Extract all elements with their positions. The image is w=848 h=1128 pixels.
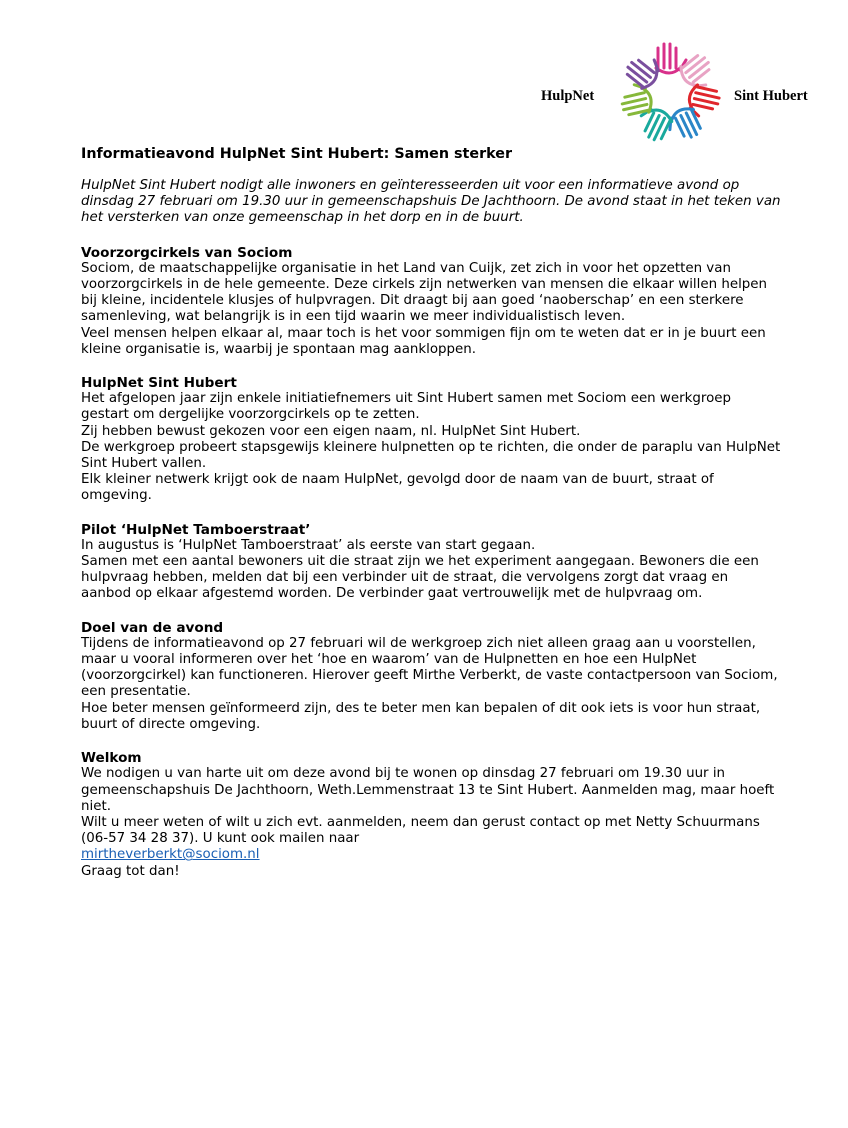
section-doel: [81, 620, 781, 733]
document-title: Informatieavond HulpNet Sint Hubert: Samen sterker: [81, 146, 512, 162]
section-heading: HulpNet Sint Hubert: [81, 375, 237, 392]
section-heading: Voorzorgcirkels van Sociom: [81, 244, 293, 261]
section-paragraph: Elk kleiner netwerk krijgt ook de naam HulpNet, gevolgd door de naam van de buurt, straat of omgeving.: [81, 472, 714, 504]
section-paragraph: Tijdens de informatieavond op 27 februari wil de werkgroep zich niet alleen graag aan u voorstellen, maar u vooral informeren over het ‘hoe en waarom’ van de Hulpnetten en hoe een HulpNet (voorzorgcirkel) kan functioneren. Hierover geeft Mirthe Verberkt, de vaste contactpersoon van Sociom, een presentatie.: [81, 635, 778, 700]
section-paragraph: Sociom, de maatschappelijke organisatie in het Land van Cuijk, zet zich in voor het opzetten van voorzorgcirkels in de hele gemeente. Deze cirkels zijn netwerken van mensen die elkaar willen helpen bij kleine, incidentele klusjes of hulpvragen. Dit draagt bij aan goed ‘naoberschap’ en een sterkere samenleving, wat belangrijk is in een tijd waarin we meer individualistisch leven.: [81, 260, 768, 325]
logo-text-right: Sint Hubert: [734, 88, 808, 104]
section-paragraph: Zij hebben bewust gekozen voor een eigen naam, nl. HulpNet Sint Hubert.: [81, 423, 581, 439]
section-paragraph: Hoe beter mensen geïnformeerd zijn, des te beter men kan bepalen of dit ook iets is voor hun straat, buurt of directe omgeving.: [81, 700, 761, 732]
section-paragraph: In augustus is ‘HulpNet Tamboerstraat’ als eerste van start gegaan.: [81, 537, 536, 553]
hands-circle-icon: [614, 38, 726, 148]
section-hulpnet: [81, 375, 781, 505]
section-heading: Doel van de avond: [81, 619, 224, 636]
section-paragraph: De werkgroep probeert stapsgewijs kleinere hulpnetten op te richten, die onder de paraplu van HulpNet Sint Hubert vallen.: [81, 439, 781, 472]
welcome-contact: Wilt u meer weten of wilt u zich evt. aanmelden, neem dan gerust contact op met Netty Schuurmans (06-57 34 28 37). U kunt ook mailen naar: [81, 814, 760, 847]
intro-paragraph: HulpNet Sint Hubert nodigt alle inwoners en geïnteresseerden uit voor een informatieve avond op dinsdag 27 februari om 19.30 uur in gemeenschapshuis De Jachthoorn. De avond staat in het teken van het versterken van onze gemeenschap in het dorp en in de buurt.: [81, 178, 781, 226]
email-link[interactable]: mirtheverberkt@sociom.nl: [81, 847, 260, 863]
section-paragraph: Het afgelopen jaar zijn enkele initiatiefnemers uit Sint Hubert samen met Sociom een werkgroep gestart om dergelijke voorzorgcirkels op te zetten.: [81, 391, 732, 423]
welcome-paragraph: We nodigen u van harte uit om deze avond bij te wonen op dinsdag 27 februari om 19.30 uur in gemeenschapshuis De Jachthoorn, Weth.Lemmenstraat 13 te Sint Hubert. Aanmelden mag, maar hoeft niet.: [81, 766, 775, 814]
section-heading: Welkom: [81, 750, 142, 767]
section-pilot: [81, 522, 781, 603]
section-paragraph: Veel mensen helpen elkaar al, maar toch is het voor sommigen fijn om te weten dat er in je buurt een kleine organisatie is, waarbij je spontaan mag aankloppen.: [81, 325, 766, 357]
logo-text-left: HulpNet: [541, 88, 595, 104]
section-welkom: [81, 750, 781, 880]
closing-text: Graag tot dan!: [81, 863, 180, 879]
section-paragraph: Samen met een aantal bewoners uit die straat zijn we het experiment aangegaan. Bewoners die een hulpvraag hebben, melden dat bij een verbinder uit de straat, die vervolgens zorgt dat vraag en aanbod op elkaar afgestemd worden. De verbinder gaat vertrouwelijk met de hulpvraag om.: [81, 554, 759, 602]
document-body: [81, 145, 781, 897]
section-heading: Pilot ‘HulpNet Tamboerstraat’: [81, 521, 311, 538]
logo: [536, 38, 836, 148]
section-voorzorgcirkels: [81, 245, 781, 358]
